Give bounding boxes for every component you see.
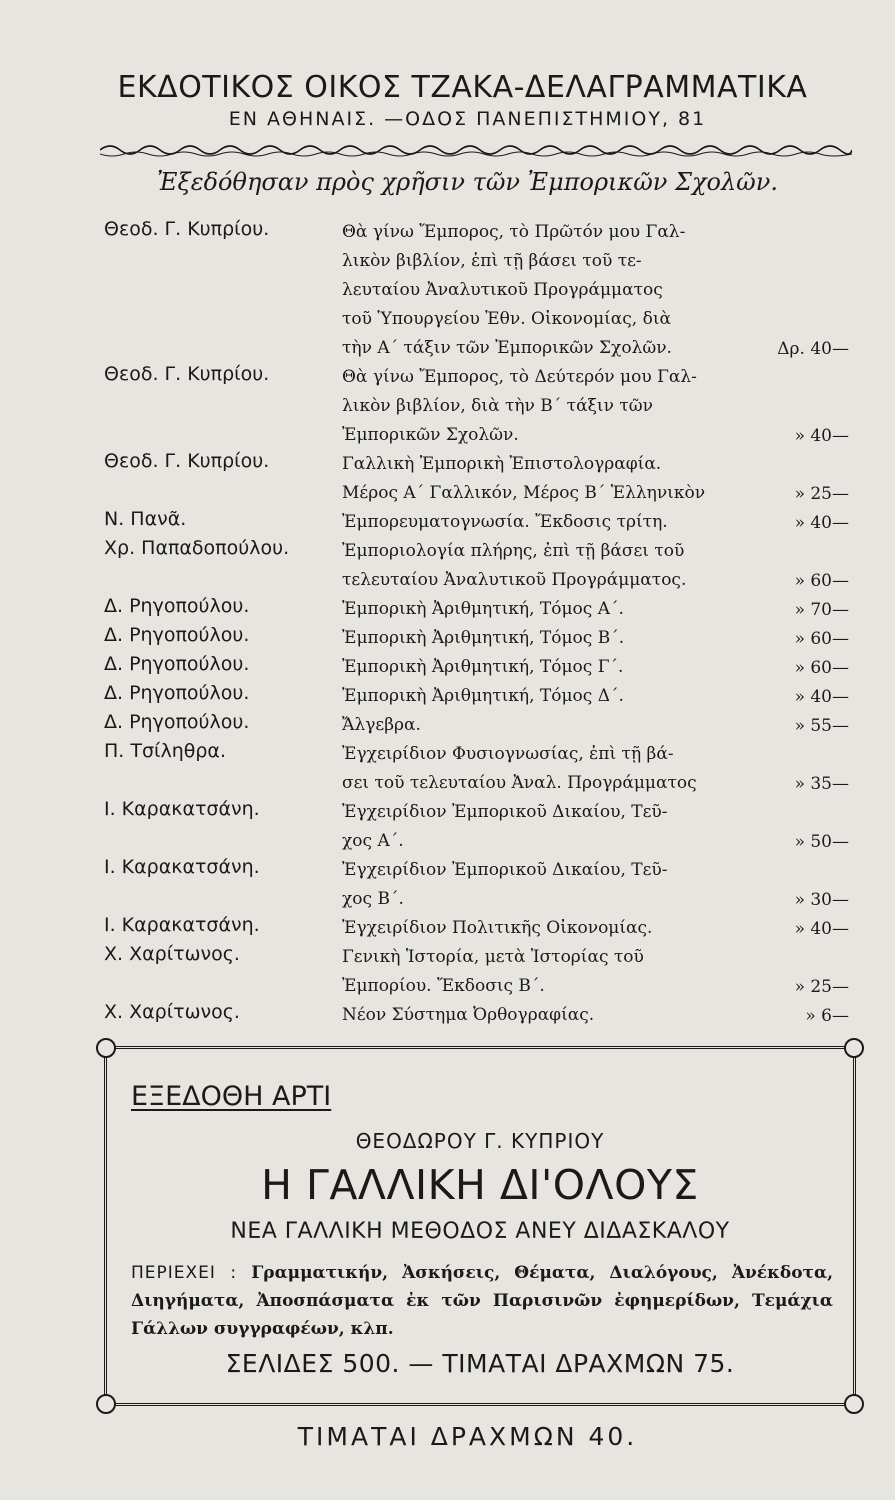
catalog-entry xyxy=(0,450,895,508)
entry-title-line: Ἐγχειρίδιον Πολιτικῆς Οἰκονομίας. xyxy=(342,918,653,938)
announcement-box xyxy=(104,1046,856,1406)
entry-title-line: Θὰ γίνω Ἔμπορος, τὸ Δεύτερόν μου Γαλ- xyxy=(342,367,697,387)
entry-price: » 40— xyxy=(794,513,849,533)
catalog-entry xyxy=(0,624,895,653)
publisher-name: ΕΚΔΟΤΙΚΟΣ ΟΙΚΟΣ ΤΖΑΚΑ-ΔΕΛΑΓΡΑΜΜΑΤΙΚΑ xyxy=(117,70,808,105)
footer-price: ΤΙΜΑΤΑΙ ΔΡΑΧΜΩΝ 40. xyxy=(297,1422,638,1451)
entry-author: Θεοδ. Γ. Κυπρίου. xyxy=(104,450,270,472)
entry-price: » 70— xyxy=(794,600,849,620)
entry-price: » 40— xyxy=(794,687,849,707)
entry-author: Θεοδ. Γ. Κυπρίου. xyxy=(104,218,270,240)
catalog-entry xyxy=(0,914,895,943)
entry-author: Ι. Καρακατσάνη. xyxy=(104,914,260,936)
entry-author: Ι. Καρακατσάνη. xyxy=(104,856,260,878)
entry-title-line: Ἐγχειρίδιον Φυσιογνωσίας, ἐπὶ τῇ βά- xyxy=(342,744,674,764)
entry-title-line: Ἄλγεβρα. xyxy=(342,715,421,735)
catalog-entry xyxy=(0,682,895,711)
announcement-method: ΝΕΑ ΓΑΛΛΙΚΗ ΜΕΘΟΔΟΣ ΑΝΕΥ ΔΙΔΑΣΚΑΛΟΥ xyxy=(230,1219,730,1244)
catalog-entry xyxy=(0,943,895,1001)
entry-title-line: Ἐγχειρίδιον Ἐμπορικοῦ Δικαίου, Τεῦ- xyxy=(342,802,668,822)
entry-price: » 40— xyxy=(794,426,849,446)
entry-title xyxy=(342,537,762,595)
entry-price: » 60— xyxy=(794,658,849,678)
entry-title-line: λικὸν βιβλίον, διὰ τὴν Β΄ τάξιν τῶν xyxy=(342,396,653,416)
entry-title xyxy=(342,624,762,653)
ornament-corner xyxy=(844,1394,864,1414)
entry-title-line: λικὸν βιβλίον, ἐπὶ τῇ βάσει τοῦ τε- xyxy=(342,251,642,271)
entry-title-line: Γαλλικὴ Ἐμπορικὴ Ἐπιστολογραφία. xyxy=(342,454,662,474)
announcement-author: ΘΕΟΔΩΡΟΥ Γ. ΚΥΠΡΙΟΥ xyxy=(355,1129,605,1153)
entry-title-line: λευταίου Ἀναλυτικοῦ Προγράμματος xyxy=(342,280,663,300)
contents-lead: ΠΕΡΙΕΧΕΙ : xyxy=(131,1263,238,1283)
entry-author: Δ. Ρηγοπούλου. xyxy=(104,711,250,733)
entry-title xyxy=(342,914,762,943)
entry-title xyxy=(342,740,762,798)
entry-price: » 60— xyxy=(794,571,849,591)
ornament-corner xyxy=(844,1038,864,1058)
catalog-entry xyxy=(0,711,895,740)
announcement-pages-price: ΣΕΛΙΔΕΣ 500. — ΤΙΜΑΤΑΙ ΔΡΑΧΜΩΝ 75. xyxy=(225,1349,735,1378)
entry-author: Δ. Ρηγοπούλου. xyxy=(104,595,250,617)
catalog-subtitle: Ἐξεδόθησαν πρὸς χρῆσιν τῶν Ἐμπορικῶν Σχολῶν. xyxy=(157,168,778,196)
announcement-book-title: Η ΓΑΛΛΙΚΗ ΔΙ'ΟΛΟΥΣ xyxy=(261,1161,699,1209)
catalog-entry xyxy=(0,218,895,363)
catalog-entry xyxy=(0,537,895,595)
entry-title-line: Μέρος Α΄ Γαλλικόν, Μέρος Β΄ Ἑλληνικὸν xyxy=(342,483,706,503)
entry-title-line: Ἐμπορικὴ Ἀριθμητική, Τόμος Β΄. xyxy=(342,628,625,648)
entry-title xyxy=(342,856,762,914)
entry-title-line: Νέον Σύστημα Ὀρθογραφίας. xyxy=(342,1005,595,1025)
catalog-entry xyxy=(0,508,895,537)
entry-price: » 6— xyxy=(805,1006,849,1026)
entry-price: » 60— xyxy=(794,629,849,649)
entry-title-line: Ἐμπορικὴ Ἀριθμητική, Τόμος Γ΄. xyxy=(342,657,624,677)
catalog-entry xyxy=(0,1001,895,1030)
ornament-corner xyxy=(96,1394,116,1414)
entry-title-line: τὴν Α΄ τάξιν τῶν Ἐμπορικῶν Σχολῶν. xyxy=(342,338,672,358)
entry-author: Χ. Χαρίτωνος. xyxy=(104,1001,240,1023)
entry-title xyxy=(342,682,762,711)
entry-author: Χρ. Παπαδοπούλου. xyxy=(104,537,290,559)
entry-price: » 50— xyxy=(794,832,849,852)
entry-title xyxy=(342,218,762,363)
entry-title-line: Ἐγχειρίδιον Ἐμπορικοῦ Δικαίου, Τεῦ- xyxy=(342,860,668,880)
entry-title xyxy=(342,1001,762,1030)
entry-title-line: Ἐμπορικῶν Σχολῶν. xyxy=(342,425,519,445)
entry-price: » 55— xyxy=(794,716,849,736)
entry-title xyxy=(342,508,762,537)
entry-price: » 25— xyxy=(794,484,849,504)
catalog-entry xyxy=(0,595,895,624)
entry-author: Δ. Ρηγοπούλου. xyxy=(104,624,250,646)
entry-title-line: Γενικὴ Ἱστορία, μετὰ Ἱστορίας τοῦ xyxy=(342,947,644,967)
entry-title xyxy=(342,653,762,682)
entry-title-line: Ἐμπορικὴ Ἀριθμητική, Τόμος Δ΄. xyxy=(342,686,624,706)
entry-author: Ι. Καρακατσάνη. xyxy=(104,798,260,820)
entry-title xyxy=(342,711,762,740)
book-catalog xyxy=(0,218,895,1030)
entry-price: Δρ. 40— xyxy=(777,339,849,359)
entry-price: » 40— xyxy=(794,919,849,939)
entry-title-line: Ἐμπορευματογνωσία. Ἔκδοσις τρίτη. xyxy=(342,512,668,532)
catalog-entry xyxy=(0,798,895,856)
ornament-corner xyxy=(96,1038,116,1058)
entry-title xyxy=(342,363,762,450)
entry-title-line: χος Β΄. xyxy=(342,889,404,909)
entry-title xyxy=(342,943,762,1001)
announcement-contents xyxy=(131,1259,833,1343)
entry-title-line: χος Α΄. xyxy=(342,831,404,851)
entry-author: Ν. Πανᾶ. xyxy=(104,508,187,530)
entry-title xyxy=(342,798,762,856)
wavy-divider xyxy=(100,138,852,162)
entry-title xyxy=(342,595,762,624)
entry-title-line: Ἐμπορίου. Ἔκδοσις Β΄. xyxy=(342,976,545,996)
entry-author: Δ. Ρηγοπούλου. xyxy=(104,682,250,704)
catalog-entry xyxy=(0,740,895,798)
contents-text: Γραμματικήν, Ἀσκήσεις, Θέματα, Διαλόγους, Ἀνέκδοτα, Διηγήματα, Ἀποσπάσματα ἐκ τῶν Παρισινῶν ἐφημερίδων, Τεμάχια Γάλλων συγγραφέων, κλπ. xyxy=(131,1263,833,1339)
entry-title-line: Ἐμπορικὴ Ἀριθμητική, Τόμος Α΄. xyxy=(342,599,624,619)
catalog-entry xyxy=(0,856,895,914)
catalog-entry xyxy=(0,653,895,682)
entry-title-line: σει τοῦ τελευταίου Ἀναλ. Προγράμματος xyxy=(342,773,697,793)
entry-author: Π. Τσίληθρα. xyxy=(104,740,226,762)
entry-price: » 25— xyxy=(794,977,849,997)
entry-price: » 30— xyxy=(794,890,849,910)
entry-author: Χ. Χαρίτωνος. xyxy=(104,943,240,965)
entry-title xyxy=(342,450,762,508)
announcement-headline: ΕΞΕΔΟΘΗ ΑΡΤΙ xyxy=(131,1081,332,1112)
entry-price: » 35— xyxy=(794,774,849,794)
entry-title-line: τελευταίου Ἀναλυτικοῦ Προγράμματος. xyxy=(342,570,687,590)
entry-author: Δ. Ρηγοπούλου. xyxy=(104,653,250,675)
publisher-address: ΕΝ ΑΘΗΝΑΙΣ. —ΟΔΟΣ ΠΑΝΕΠΙΣΤΗΜΙΟΥ, 81 xyxy=(228,108,707,130)
entry-title-line: τοῦ Ὑπουργείου Ἐθν. Οἰκονομίας, διὰ xyxy=(342,309,671,329)
entry-title-line: Ἐμποριολογία πλήρης, ἐπὶ τῇ βάσει τοῦ xyxy=(342,541,685,561)
entry-title-line: Θὰ γίνω Ἔμπορος, τὸ Πρῶτόν μου Γαλ- xyxy=(342,222,686,242)
catalog-entry xyxy=(0,363,895,450)
entry-author: Θεοδ. Γ. Κυπρίου. xyxy=(104,363,270,385)
